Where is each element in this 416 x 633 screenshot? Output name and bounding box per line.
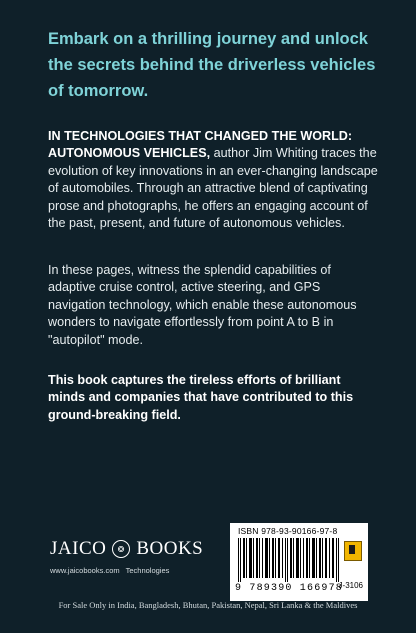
publisher-block — [50, 538, 203, 575]
description-paragraph-3: This book captures the tireless efforts of brilliant minds and companies that have contributed to this ground-breaking field. — [48, 373, 354, 422]
description-paragraph-1 — [48, 128, 378, 232]
publisher-mark-icon — [344, 541, 362, 561]
publisher-info — [50, 566, 203, 575]
cover-tagline: Embark on a thrilling journey and unlock the secrets behind the driverless vehicles of tomorrow. — [48, 30, 376, 100]
book-category: Technologies — [125, 566, 170, 575]
isbn-label: ISBN 978-93-90166-97-8 — [238, 526, 338, 536]
publisher-name-right: BOOKS — [136, 538, 204, 559]
description-text: author Jim Whiting traces the evolution of key innovations in an ever-changing landscape of automobiles. Through an attractive blend of captivating prose and photographs, he offers an engaging account of the past, present, and future of autonomous vehicles. — [48, 146, 378, 231]
description-paragraph-2: In these pages, witness the splendid capabilities of adaptive cruise control, active steering, and GPS navigation technology, which enable these autonomous wonders to navigate effortlessly from point A to B in "autopilot" mode. — [48, 263, 357, 347]
product-code: J-3106 — [338, 581, 363, 590]
publisher-name-left: JAICO — [50, 538, 107, 559]
book-title-inline: IN TECHNOLOGIES THAT CHANGED THE WORLD: AUTONOMOUS VEHICLES, — [48, 129, 353, 161]
publisher-website: www.jaicobooks.com — [50, 566, 120, 575]
publisher-logo — [50, 538, 203, 560]
barcode-icon — [238, 538, 340, 582]
sales-territory-note: For Sale Only in India, Bangladesh, Bhutan, Pakistan, Nepal, Sri Lanka & the Maldives — [58, 600, 358, 610]
isbn-barcode-box — [230, 523, 368, 601]
barcode-number: 9 789390 166978 — [234, 583, 343, 594]
publisher-emblem-icon: ❂ — [112, 540, 130, 558]
